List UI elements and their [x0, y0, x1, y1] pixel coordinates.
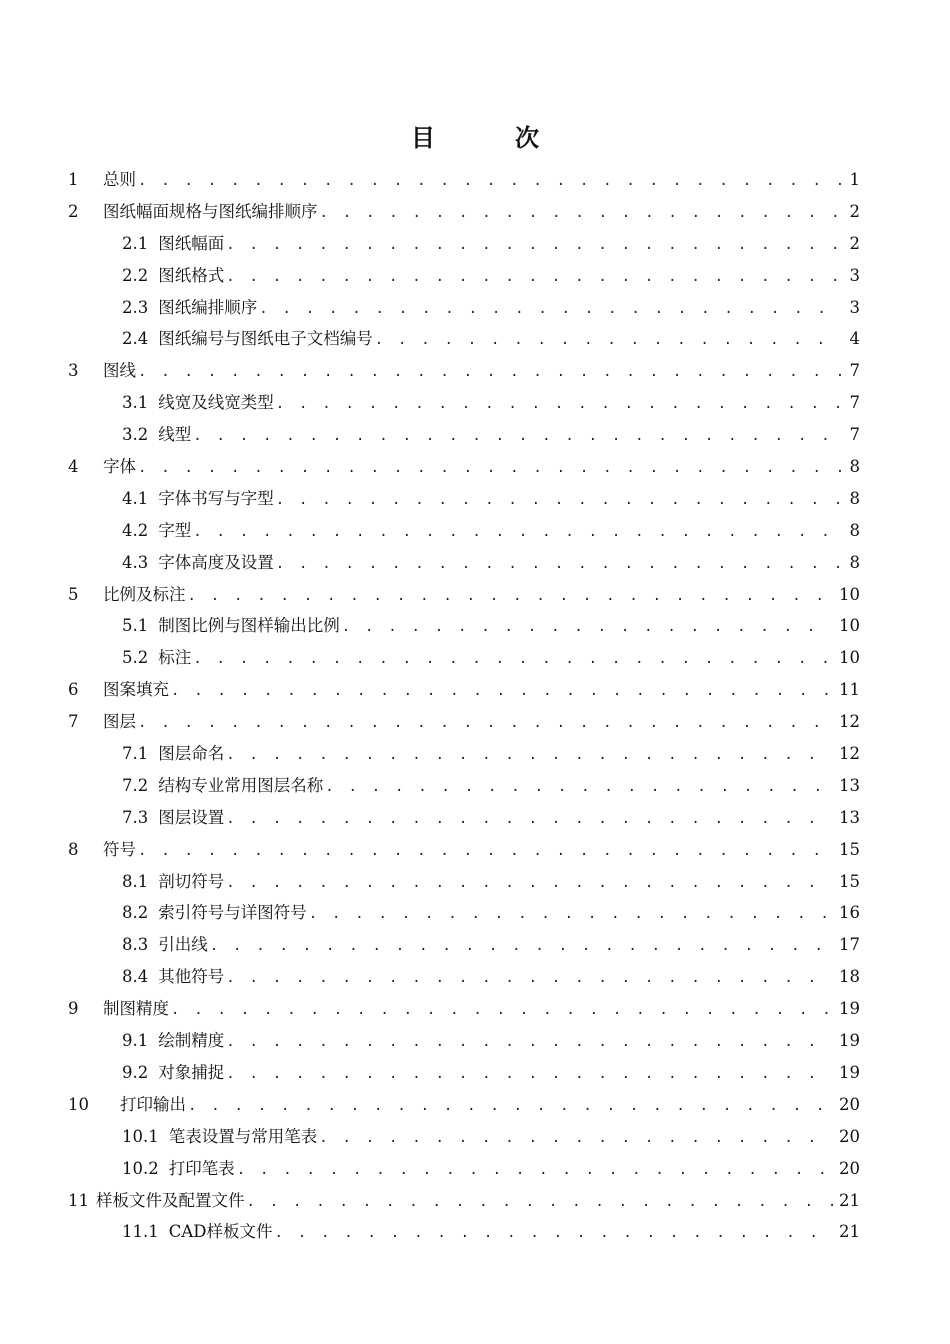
toc-dot-leader	[237, 1155, 833, 1187]
toc-entry-page: 3	[849, 265, 860, 285]
toc-entry-number: 10.1	[122, 1126, 159, 1146]
toc-dot-leader	[138, 166, 842, 198]
toc-entry-page: 7	[849, 393, 860, 413]
toc-entry[interactable]	[68, 1057, 860, 1089]
toc-entry[interactable]	[68, 451, 860, 483]
toc-dot-leader	[226, 1059, 833, 1091]
toc-entry-title: 索引符号与详图符号	[158, 903, 307, 923]
toc-entry-title: 图纸幅面	[158, 233, 225, 253]
toc-entry-title: 图线	[103, 361, 136, 381]
toc-entry-page: 12	[839, 712, 860, 732]
toc-entry-page: 19	[839, 999, 860, 1019]
toc-entry-page: 20	[839, 1094, 860, 1114]
toc-entry-number: 4	[68, 457, 79, 477]
toc-dot-leader	[210, 931, 833, 963]
toc-entry-title: 符号	[103, 839, 136, 859]
toc-entry-page: 16	[839, 903, 860, 923]
toc-dot-leader	[276, 389, 842, 421]
toc-dot-leader	[226, 262, 842, 294]
toc-entry[interactable]	[68, 738, 860, 770]
toc-entry-page: 7	[849, 361, 860, 381]
toc-entry-page: 10	[839, 584, 860, 604]
toc-entry-title: CAD样板文件	[168, 1222, 273, 1242]
toc-entry[interactable]	[68, 706, 860, 738]
toc-dot-leader	[276, 549, 842, 581]
toc-entry-title: 图纸幅面规格与图纸编排顺序	[103, 201, 318, 221]
toc-entry-title: 对象捕捉	[158, 1062, 225, 1082]
toc-entry-number: 5.1	[122, 616, 149, 636]
toc-entry-page: 15	[839, 839, 860, 859]
toc-dot-leader	[193, 644, 833, 676]
toc-entry[interactable]	[68, 961, 860, 993]
toc-entry-page: 8	[849, 457, 860, 477]
toc-dot-leader	[226, 1027, 833, 1059]
toc-dot-leader	[342, 612, 833, 644]
toc-entry-number: 8.1	[122, 871, 149, 891]
toc-dot-leader	[275, 1218, 833, 1250]
toc-entry-number: 7.3	[122, 807, 149, 827]
toc-entry-page: 3	[849, 297, 860, 317]
toc-entry-page: 12	[839, 744, 860, 764]
toc-entry-number: 9.1	[122, 1031, 149, 1051]
toc-entry-title: 剖切符号	[158, 871, 225, 891]
toc-entry[interactable]	[68, 770, 860, 802]
toc-entry-title: 字型	[158, 520, 192, 540]
toc-entry-number: 3.1	[122, 393, 149, 413]
toc-entry-page: 19	[839, 1062, 860, 1082]
toc-dot-leader	[226, 804, 833, 836]
toc-entry-page: 13	[839, 775, 860, 795]
toc-entry-page: 17	[839, 935, 860, 955]
toc-entry-page: 19	[839, 1031, 860, 1051]
toc-entry[interactable]	[68, 483, 860, 515]
toc-entry-page: 10	[839, 648, 860, 668]
toc-entry[interactable]	[68, 323, 860, 355]
toc-entry-number: 2	[68, 201, 79, 221]
toc-entry-title: 样板文件及配置文件	[96, 1190, 245, 1210]
toc-dot-leader	[259, 294, 842, 326]
toc-entry-page: 20	[839, 1158, 860, 1178]
toc-entry[interactable]	[68, 1216, 860, 1248]
toc-entry-title: 图层	[103, 712, 136, 732]
toc-entry-title: 其他符号	[158, 967, 225, 987]
toc-entry[interactable]	[68, 164, 860, 196]
toc-entry-page: 21	[839, 1190, 860, 1210]
toc-entry-number: 3	[68, 361, 79, 381]
toc-dot-leader	[247, 1187, 834, 1219]
toc-entry[interactable]	[68, 642, 860, 674]
toc-entry-page: 18	[839, 967, 860, 987]
toc-entry-title: 比例及标注	[103, 584, 186, 604]
toc-entry-number: 10	[68, 1094, 89, 1114]
toc-entry[interactable]	[68, 292, 860, 324]
toc-entry-title: 图纸编排顺序	[158, 297, 258, 317]
toc-entry-page: 8	[849, 552, 860, 572]
toc-entry-number: 2.4	[122, 329, 149, 349]
toc-title: 目 次	[411, 123, 567, 152]
toc-entry-number: 8	[68, 839, 79, 859]
toc-entry[interactable]	[68, 866, 860, 898]
toc-entry-page: 8	[849, 488, 860, 508]
toc-entry[interactable]	[68, 993, 860, 1025]
toc-entry-title: 绘制精度	[158, 1031, 225, 1051]
toc-entry-number: 5.2	[122, 648, 149, 668]
toc-entry[interactable]	[68, 196, 860, 228]
toc-entry-page: 10	[839, 616, 860, 636]
toc-entry[interactable]	[68, 1185, 860, 1217]
toc-entry[interactable]	[68, 1153, 860, 1185]
toc-entry[interactable]	[68, 260, 860, 292]
toc-dot-leader	[188, 1091, 833, 1123]
toc-entry[interactable]	[68, 1025, 860, 1057]
toc-dot-leader	[171, 995, 833, 1027]
toc-dot-leader	[226, 740, 833, 772]
toc-entry-title: 图层命名	[158, 744, 225, 764]
toc-entry-number: 2.1	[122, 233, 149, 253]
toc-entry[interactable]	[68, 579, 860, 611]
toc-dot-leader	[325, 772, 833, 804]
toc-entry-number: 4.2	[122, 520, 149, 540]
toc-entry-number: 3.2	[122, 425, 149, 445]
toc-entry-page: 2	[849, 233, 860, 253]
toc-entry-title: 总则	[103, 170, 136, 189]
toc-entry-number: 8.4	[122, 967, 149, 987]
toc-entry-page: 13	[839, 807, 860, 827]
toc-entry-number: 11	[68, 1190, 89, 1210]
toc-entry[interactable]	[68, 802, 860, 834]
toc-entry-number: 11.1	[122, 1222, 159, 1242]
toc-entry-number: 7.1	[122, 744, 149, 764]
toc-entry[interactable]	[68, 419, 860, 451]
toc-entry[interactable]	[68, 1121, 860, 1153]
toc-entry-title: 打印笔表	[168, 1158, 235, 1178]
toc-dot-leader	[193, 421, 842, 453]
toc-dot-leader	[375, 325, 842, 357]
toc-entry[interactable]	[68, 929, 860, 961]
toc-entry[interactable]	[68, 515, 860, 547]
toc-entry[interactable]	[68, 674, 860, 706]
toc-entry-number: 9.2	[122, 1062, 149, 1082]
toc-entry[interactable]	[68, 228, 860, 260]
toc-entry[interactable]	[68, 355, 860, 387]
toc-entry-page: 8	[849, 520, 860, 540]
toc-dot-leader	[138, 836, 833, 868]
toc-entry-number: 9	[68, 999, 79, 1019]
toc-entry-number: 7.2	[122, 775, 149, 795]
toc-entry-title: 引出线	[158, 935, 208, 955]
toc-entry-title: 图案填充	[103, 680, 169, 700]
toc-entry-title: 制图比例与图样输出比例	[158, 616, 340, 636]
toc-entry-number: 4.3	[122, 552, 149, 572]
toc-entry-title: 图纸编号与图纸电子文档编号	[158, 329, 373, 349]
toc-dot-leader	[320, 198, 843, 230]
toc-dot-leader	[319, 1123, 833, 1155]
toc-dot-leader	[226, 868, 833, 900]
toc-entry-number: 10.2	[122, 1158, 159, 1178]
toc-entry-title: 制图精度	[103, 999, 169, 1019]
toc-dot-leader	[226, 230, 842, 262]
toc-dot-leader	[138, 453, 842, 485]
toc-entry-title: 笔表设置与常用笔表	[168, 1126, 318, 1146]
toc-entry-number: 5	[68, 584, 79, 604]
toc-entry-title: 线宽及线宽类型	[158, 393, 274, 413]
toc-entry[interactable]	[68, 547, 860, 579]
toc-dot-leader	[309, 899, 833, 931]
toc-entry-page: 20	[839, 1126, 860, 1146]
toc-entry-number: 4.1	[122, 488, 149, 508]
toc-dot-leader	[226, 963, 833, 995]
toc-entry-page: 2	[849, 201, 860, 221]
toc-entry-title: 字体书写与字型	[158, 488, 274, 508]
toc-entry-title: 打印输出	[120, 1094, 186, 1114]
toc-dot-leader	[138, 357, 842, 389]
toc-entry-title: 图层设置	[158, 807, 225, 827]
toc-entry-page: 21	[839, 1222, 860, 1242]
table-of-contents	[68, 164, 860, 1248]
toc-entry-page: 1	[849, 170, 860, 189]
toc-entry-page: 7	[849, 425, 860, 445]
toc-entry-number: 1	[68, 170, 79, 189]
toc-entry-number: 7	[68, 712, 79, 732]
toc-entry-title: 标注	[158, 648, 192, 668]
toc-entry-title: 字体	[103, 457, 136, 477]
toc-dot-leader	[193, 517, 842, 549]
toc-entry[interactable]	[68, 387, 860, 419]
toc-entry-number: 2.2	[122, 265, 149, 285]
toc-entry[interactable]	[68, 834, 860, 866]
toc-entry-page: 4	[849, 329, 860, 349]
toc-entry-title: 图纸格式	[158, 265, 225, 285]
toc-entry-page: 15	[839, 871, 860, 891]
toc-entry-title: 线型	[158, 425, 192, 445]
toc-entry[interactable]	[68, 897, 860, 929]
toc-entry-number: 2.3	[122, 297, 149, 317]
toc-dot-leader	[138, 708, 833, 740]
toc-entry-number: 8.3	[122, 935, 149, 955]
toc-entry-title: 结构专业常用图层名称	[158, 775, 324, 795]
toc-entry-page: 11	[839, 680, 860, 700]
toc-dot-leader	[188, 581, 834, 613]
toc-entry-title: 字体高度及设置	[158, 552, 274, 572]
toc-entry[interactable]	[68, 610, 860, 642]
toc-entry-number: 6	[68, 680, 79, 700]
toc-dot-leader	[276, 485, 842, 517]
toc-entry-number: 8.2	[122, 903, 149, 923]
toc-dot-leader	[171, 676, 833, 708]
toc-entry[interactable]	[68, 1089, 860, 1121]
